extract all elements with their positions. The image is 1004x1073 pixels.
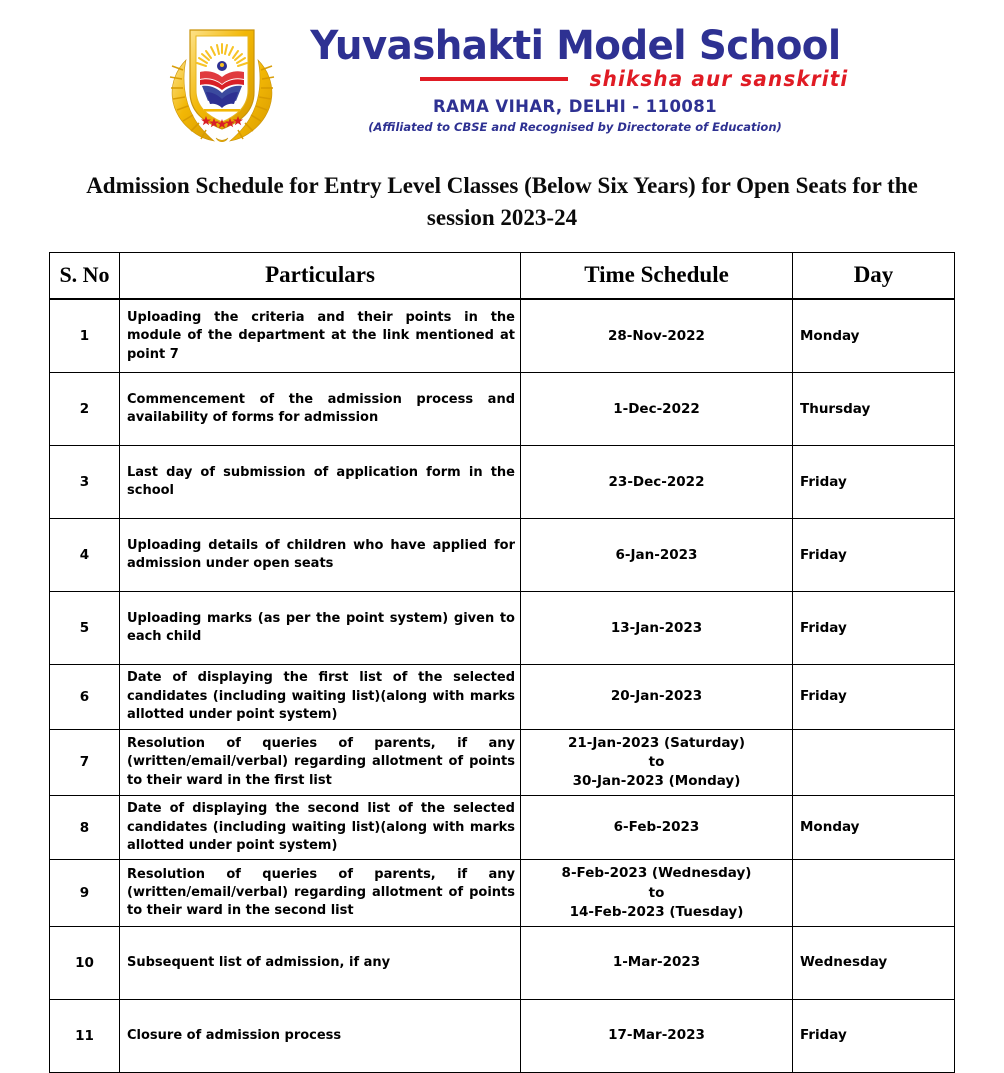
- cell-serial-number-text: 5: [79, 620, 90, 637]
- schedule-table-container: [49, 252, 954, 1073]
- table-row: [50, 592, 955, 665]
- cell-particulars: [120, 860, 521, 926]
- cell-day: [793, 860, 955, 926]
- school-tagline: shiksha aur sanskriti: [589, 66, 849, 91]
- cell-day-text: Friday: [800, 688, 847, 705]
- cell-serial-number: [50, 446, 120, 519]
- cell-particulars-text: Uploading details of children who have applied for admission under open seats: [127, 537, 515, 572]
- cell-particulars-text: Subsequent list of admission, if any: [127, 954, 391, 970]
- column-header-sno: [50, 253, 120, 300]
- table-row: [50, 373, 955, 446]
- cell-serial-number-text: 9: [79, 885, 90, 902]
- cell-particulars: [120, 446, 521, 519]
- cell-serial-number-text: 2: [79, 401, 90, 418]
- cell-day: [793, 592, 955, 665]
- cell-day-text: Monday: [800, 819, 860, 836]
- school-affiliation: (Affiliated to CBSE and Recognised by Directorate of Education): [368, 119, 782, 134]
- cell-day-text: [793, 758, 954, 766]
- cell-time-schedule: [521, 729, 793, 795]
- table-row: [50, 299, 955, 373]
- cell-particulars-text: Resolution of queries of parents, if any (written/email/verbal) regarding allotment of points to their ward in the second list: [127, 866, 515, 919]
- cell-time-schedule-text: 20-Jan-2023: [610, 688, 703, 705]
- table-row: [50, 665, 955, 729]
- cell-time-schedule-text: 1-Mar-2023: [612, 954, 701, 971]
- cell-particulars-text: Uploading marks (as per the point system) given to each child: [127, 610, 515, 645]
- cell-time-schedule: [521, 299, 793, 373]
- cell-time-schedule: [521, 999, 793, 1072]
- page-title: Admission Schedule for Entry Level Classes (Below Six Years) for Open Seats for the session 2023-24: [86, 173, 918, 230]
- cell-day: [793, 665, 955, 729]
- cell-time-schedule: [521, 446, 793, 519]
- cell-particulars: [120, 926, 521, 999]
- cell-day: [793, 729, 955, 795]
- cell-serial-number: [50, 999, 120, 1072]
- cell-day: [793, 299, 955, 373]
- cell-particulars-text: Date of displaying the first list of the selected candidates (including waiting list)(along with marks allotted under point system): [127, 670, 515, 723]
- cell-time-schedule: [521, 373, 793, 446]
- cell-time-schedule-text: 1-Dec-2022: [613, 400, 700, 417]
- cell-serial-number-text: 7: [79, 754, 90, 771]
- cell-particulars: [120, 519, 521, 592]
- cell-day-text: Friday: [800, 1027, 847, 1044]
- cell-time-schedule-text: 6-Feb-2023: [613, 819, 700, 836]
- column-header-time-schedule-label: Time Schedule: [584, 262, 729, 287]
- cell-time-schedule: [521, 519, 793, 592]
- cell-time-schedule: [521, 860, 793, 926]
- tagline-rule-divider: [420, 77, 568, 81]
- cell-serial-number: [50, 729, 120, 795]
- table-row: [50, 796, 955, 860]
- cell-serial-number: [50, 592, 120, 665]
- cell-particulars: [120, 999, 521, 1072]
- cell-day: [793, 373, 955, 446]
- cell-time-schedule-text: 21-Jan-2023 (Saturday) to 30-Jan-2023 (Monday): [567, 734, 746, 789]
- schedule-table-body: [50, 299, 955, 1072]
- column-header-sno-label: S. No: [59, 261, 110, 287]
- column-header-particulars-label: Particulars: [265, 262, 375, 287]
- cell-serial-number: [50, 665, 120, 729]
- cell-particulars-text: Uploading the criteria and their points in the module of the department at the link mentioned at point 7: [127, 309, 515, 362]
- cell-serial-number-text: 8: [79, 819, 90, 836]
- table-row: [50, 860, 955, 926]
- cell-day: [793, 519, 955, 592]
- cell-day-text: Monday: [800, 327, 860, 344]
- table-header-row: [50, 253, 955, 300]
- table-row: [50, 446, 955, 519]
- school-name: Yuvashakti Model School: [309, 23, 841, 69]
- cell-serial-number-text: 3: [79, 474, 90, 491]
- cell-time-schedule-text: 6-Jan-2023: [615, 546, 698, 563]
- brand-text-block: [302, 22, 849, 134]
- cell-particulars: [120, 729, 521, 795]
- cell-time-schedule-text: 23-Dec-2022: [608, 473, 705, 490]
- cell-particulars-text: Date of displaying the second list of the selected candidates (including waiting list)(along with marks allotted under point system): [127, 801, 515, 854]
- cell-particulars: [120, 592, 521, 665]
- cell-day-text: Wednesday: [800, 954, 888, 971]
- cell-serial-number-text: 1: [79, 328, 90, 345]
- table-row: [50, 926, 955, 999]
- table-row: [50, 519, 955, 592]
- column-header-particulars: [120, 253, 521, 300]
- cell-day: [793, 926, 955, 999]
- cell-time-schedule-text: 13-Jan-2023: [610, 619, 703, 636]
- cell-day: [793, 446, 955, 519]
- cell-particulars-text: Last day of submission of application form in the school: [127, 464, 515, 499]
- column-header-day: [793, 253, 955, 300]
- cell-serial-number-text: 6: [79, 688, 90, 705]
- cell-serial-number: [50, 796, 120, 860]
- cell-time-schedule: [521, 665, 793, 729]
- cell-day: [793, 999, 955, 1072]
- cell-serial-number-text: 4: [79, 547, 90, 564]
- cell-particulars-text: Commencement of the admission process and availability of forms for admission: [127, 391, 515, 426]
- cell-day: [793, 796, 955, 860]
- cell-time-schedule-text: 8-Feb-2023 (Wednesday) to 14-Feb-2023 (Tuesday): [561, 865, 752, 920]
- cell-particulars: [120, 796, 521, 860]
- cell-particulars-text: Resolution of queries of parents, if any (written/email/verbal) regarding allotment of points to their ward in the first list: [127, 735, 515, 788]
- cell-particulars-text: Closure of admission process: [127, 1027, 342, 1043]
- column-header-day-label: Day: [853, 262, 894, 287]
- cell-day-text: [793, 889, 954, 897]
- cell-time-schedule-text: 17-Mar-2023: [608, 1027, 705, 1044]
- table-row: [50, 729, 955, 795]
- column-header-time-schedule: [521, 253, 793, 300]
- cell-serial-number: [50, 519, 120, 592]
- admission-schedule-table: [49, 252, 955, 1073]
- cell-serial-number: [50, 299, 120, 373]
- cell-day-text: Friday: [800, 546, 847, 563]
- cell-serial-number-text: 11: [75, 1027, 94, 1044]
- table-row: [50, 999, 955, 1072]
- cell-time-schedule: [521, 926, 793, 999]
- school-address: RAMA VIHAR, DELHI - 110081: [433, 97, 717, 116]
- cell-serial-number: [50, 860, 120, 926]
- cell-time-schedule: [521, 796, 793, 860]
- cell-serial-number: [50, 373, 120, 446]
- cell-day-text: Thursday: [800, 400, 871, 417]
- cell-day-text: Friday: [800, 473, 847, 490]
- cell-serial-number-text: 10: [75, 954, 94, 971]
- tagline-row: [302, 68, 849, 90]
- cell-serial-number: [50, 926, 120, 999]
- cell-time-schedule-text: 28-Nov-2022: [608, 327, 705, 344]
- cell-time-schedule: [521, 592, 793, 665]
- cell-particulars: [120, 665, 521, 729]
- cell-particulars: [120, 373, 521, 446]
- cell-day-text: Friday: [800, 619, 847, 636]
- cell-particulars: [120, 299, 521, 373]
- school-crest-emblem-icon: [156, 22, 288, 144]
- letterhead: [0, 0, 1004, 144]
